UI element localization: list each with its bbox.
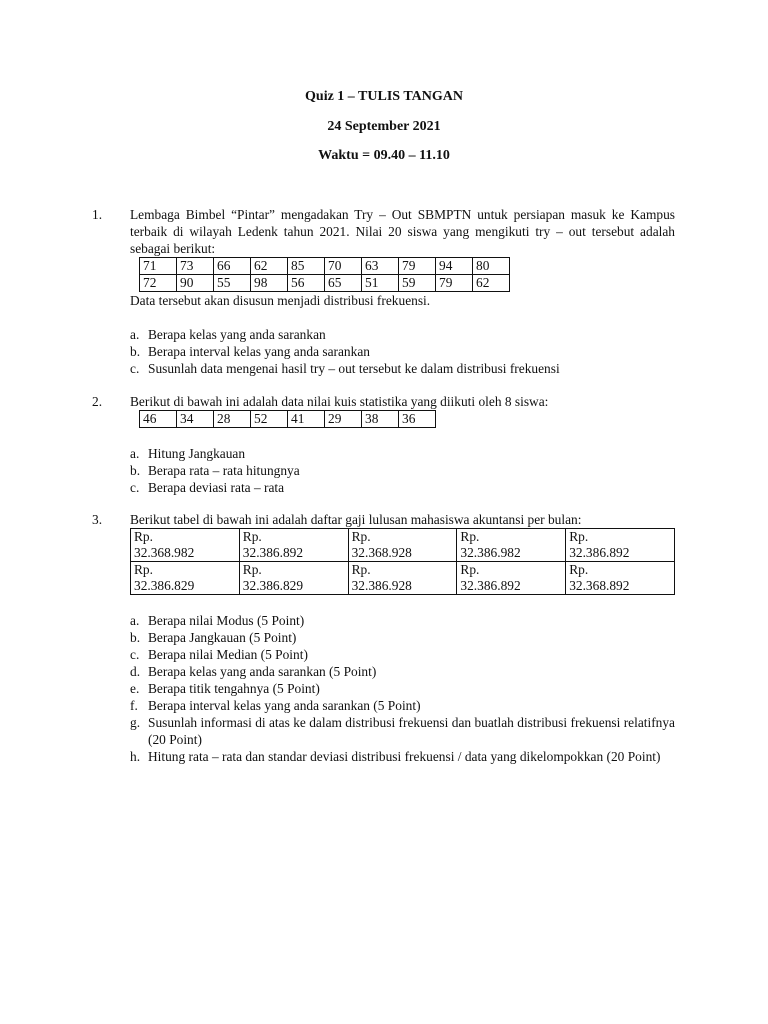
sub-question xyxy=(130,343,675,360)
currency-label: Rp. xyxy=(134,562,153,577)
salary-value: 32.386.829 xyxy=(242,578,304,593)
currency-label: Rp. xyxy=(134,529,153,544)
salary-value: 32.386.982 xyxy=(460,545,521,560)
scores-table xyxy=(139,410,436,428)
sub-question-text: Susunlah data mengenai hasil try – out tersebut ke dalam distribusi frekuensi xyxy=(148,361,560,376)
sub-question-list xyxy=(130,445,675,496)
salary-cell xyxy=(457,529,566,562)
table-cell: 52 xyxy=(251,411,288,428)
question-number: 3. xyxy=(92,512,103,527)
table-row xyxy=(140,258,510,275)
salary-value: 32.386.892 xyxy=(242,545,304,560)
currency-label: Rp. xyxy=(569,529,589,544)
sub-question-letter: b. xyxy=(130,344,141,359)
table-cell: 59 xyxy=(399,275,436,292)
table-cell: 66 xyxy=(214,258,251,275)
table-row xyxy=(131,562,675,595)
salary-cell xyxy=(131,562,240,595)
sub-question xyxy=(130,646,675,663)
question-2 xyxy=(92,393,692,496)
question-1 xyxy=(92,206,692,377)
salary-value: 32.386.829 xyxy=(134,578,195,593)
currency-label: Rp. xyxy=(242,529,262,544)
table-cell: 73 xyxy=(177,258,214,275)
quiz-title: Quiz 1 – TULIS TANGAN xyxy=(305,89,463,104)
table-cell: 38 xyxy=(362,411,399,428)
table-cell: 56 xyxy=(288,275,325,292)
sub-question-list xyxy=(130,326,675,377)
sub-question xyxy=(130,714,675,748)
table-row xyxy=(140,275,510,292)
table-cell: 46 xyxy=(140,411,177,428)
sub-question xyxy=(130,462,675,479)
table-cell: 85 xyxy=(288,258,325,275)
salary-value: 32.368.928 xyxy=(351,545,412,560)
table-cell: 34 xyxy=(177,411,214,428)
salary-cell xyxy=(348,529,457,562)
sub-question-letter: a. xyxy=(130,327,140,342)
question-body xyxy=(130,393,675,496)
question-body xyxy=(130,206,675,377)
table-cell: 28 xyxy=(214,411,251,428)
sub-question-letter: b. xyxy=(130,463,141,478)
currency-label: Rp. xyxy=(569,562,589,577)
table-cell: 79 xyxy=(399,258,436,275)
question-intro: Berikut tabel di bawah ini adalah daftar gaji lulusan mahasiswa akuntansi per bulan: xyxy=(130,512,582,527)
salary-cell xyxy=(239,529,348,562)
salary-value: 32.386.928 xyxy=(351,578,412,593)
sub-question-text: Berapa interval kelas yang anda sarankan xyxy=(148,344,370,359)
quiz-date: 24 September 2021 xyxy=(327,119,441,134)
currency-label: Rp. xyxy=(351,562,371,577)
currency-label: Rp. xyxy=(351,529,371,544)
sub-question-letter: a. xyxy=(130,613,140,628)
table-row xyxy=(131,529,675,562)
table-cell: 79 xyxy=(436,275,473,292)
question-number: 2. xyxy=(92,394,103,409)
question-intro: Lembaga Bimbel “Pintar” mengadakan Try – Out SBMPTN untuk persiapan masuk ke Kampus terbaik di wilayah Ledenk tahun 2021. Nilai 20 siswa yang mengikuti try – out tersebut adalah sebagai berikut: xyxy=(130,207,675,256)
sub-question-text: Hitung rata – rata dan standar deviasi distribusi frekuensi / data yang dikelompokkan (20 Point) xyxy=(148,749,661,764)
sub-question-letter: a. xyxy=(130,446,140,461)
sub-question-letter: c. xyxy=(130,647,140,662)
question-intro: Berikut di bawah ini adalah data nilai kuis statistika yang diikuti oleh 8 siswa: xyxy=(130,394,549,409)
table-cell: 51 xyxy=(362,275,399,292)
sub-question-text: Berapa kelas yang anda sarankan xyxy=(148,327,326,342)
sub-question-text: Berapa kelas yang anda sarankan (5 Point) xyxy=(148,664,377,679)
sub-question-text: Berapa nilai Modus (5 Point) xyxy=(148,613,305,628)
sub-question-letter: g. xyxy=(130,715,141,730)
sub-question xyxy=(130,612,675,629)
sub-question xyxy=(130,663,675,680)
sub-question-text: Susunlah informasi di atas ke dalam distribusi frekuensi dan buatlah distribusi frekuensi relatifnya (20 Point) xyxy=(148,715,675,747)
currency-label: Rp. xyxy=(460,529,480,544)
sub-question-list xyxy=(130,612,675,765)
sub-question-text: Hitung Jangkauan xyxy=(148,446,246,461)
table-cell: 65 xyxy=(325,275,362,292)
sub-question-letter: d. xyxy=(130,664,141,679)
table-cell: 80 xyxy=(473,258,510,275)
salary-value: 32.368.982 xyxy=(134,545,195,560)
sub-question-text: Berapa rata – rata hitungnya xyxy=(148,463,300,478)
sub-question xyxy=(130,680,675,697)
sub-question xyxy=(130,326,675,343)
table-cell: 62 xyxy=(251,258,288,275)
sub-question-text: Berapa titik tengahnya (5 Point) xyxy=(148,681,320,696)
sub-question-letter: f. xyxy=(130,698,138,713)
currency-label: Rp. xyxy=(242,562,262,577)
table-cell: 41 xyxy=(288,411,325,428)
salary-cell xyxy=(239,562,348,595)
table-cell: 72 xyxy=(140,275,177,292)
sub-question xyxy=(130,748,675,765)
sub-question-letter: b. xyxy=(130,630,141,645)
sub-question xyxy=(130,360,675,377)
sub-question xyxy=(130,697,675,714)
salary-value: 32.386.892 xyxy=(460,578,521,593)
sub-question xyxy=(130,445,675,462)
table-cell: 36 xyxy=(399,411,436,428)
salary-value: 32.386.892 xyxy=(569,545,630,560)
question-body xyxy=(130,511,675,765)
quiz-time: Waktu = 09.40 – 11.10 xyxy=(318,148,450,163)
scores-table xyxy=(139,257,510,292)
question-number: 1. xyxy=(92,207,103,222)
table-cell: 98 xyxy=(251,275,288,292)
sub-question-text: Berapa deviasi rata – rata xyxy=(148,480,285,495)
sub-question xyxy=(130,479,675,496)
table-cell: 94 xyxy=(436,258,473,275)
table-cell: 62 xyxy=(473,275,510,292)
sub-question-letter: e. xyxy=(130,681,140,696)
table-cell: 63 xyxy=(362,258,399,275)
sub-question-text: Berapa nilai Median (5 Point) xyxy=(148,647,308,662)
salary-cell xyxy=(457,562,566,595)
sub-question-letter: c. xyxy=(130,361,140,376)
sub-question-letter: h. xyxy=(130,749,141,764)
sub-question xyxy=(130,629,675,646)
sub-question-text: Berapa interval kelas yang anda sarankan (5 Point) xyxy=(148,698,421,713)
table-row xyxy=(140,411,436,428)
table-cell: 70 xyxy=(325,258,362,275)
question-3 xyxy=(92,511,692,765)
table-cell: 29 xyxy=(325,411,362,428)
salary-table xyxy=(130,528,675,595)
currency-label: Rp. xyxy=(460,562,480,577)
sub-question-text: Berapa Jangkauan (5 Point) xyxy=(148,630,297,645)
table-cell: 55 xyxy=(214,275,251,292)
salary-cell xyxy=(131,529,240,562)
question-note: Data tersebut akan disusun menjadi distribusi frekuensi. xyxy=(130,293,431,308)
salary-cell xyxy=(566,529,675,562)
salary-cell xyxy=(566,562,675,595)
sub-question-letter: c. xyxy=(130,480,140,495)
salary-value: 32.368.892 xyxy=(569,578,630,593)
table-cell: 90 xyxy=(177,275,214,292)
salary-cell xyxy=(348,562,457,595)
table-cell: 71 xyxy=(140,258,177,275)
